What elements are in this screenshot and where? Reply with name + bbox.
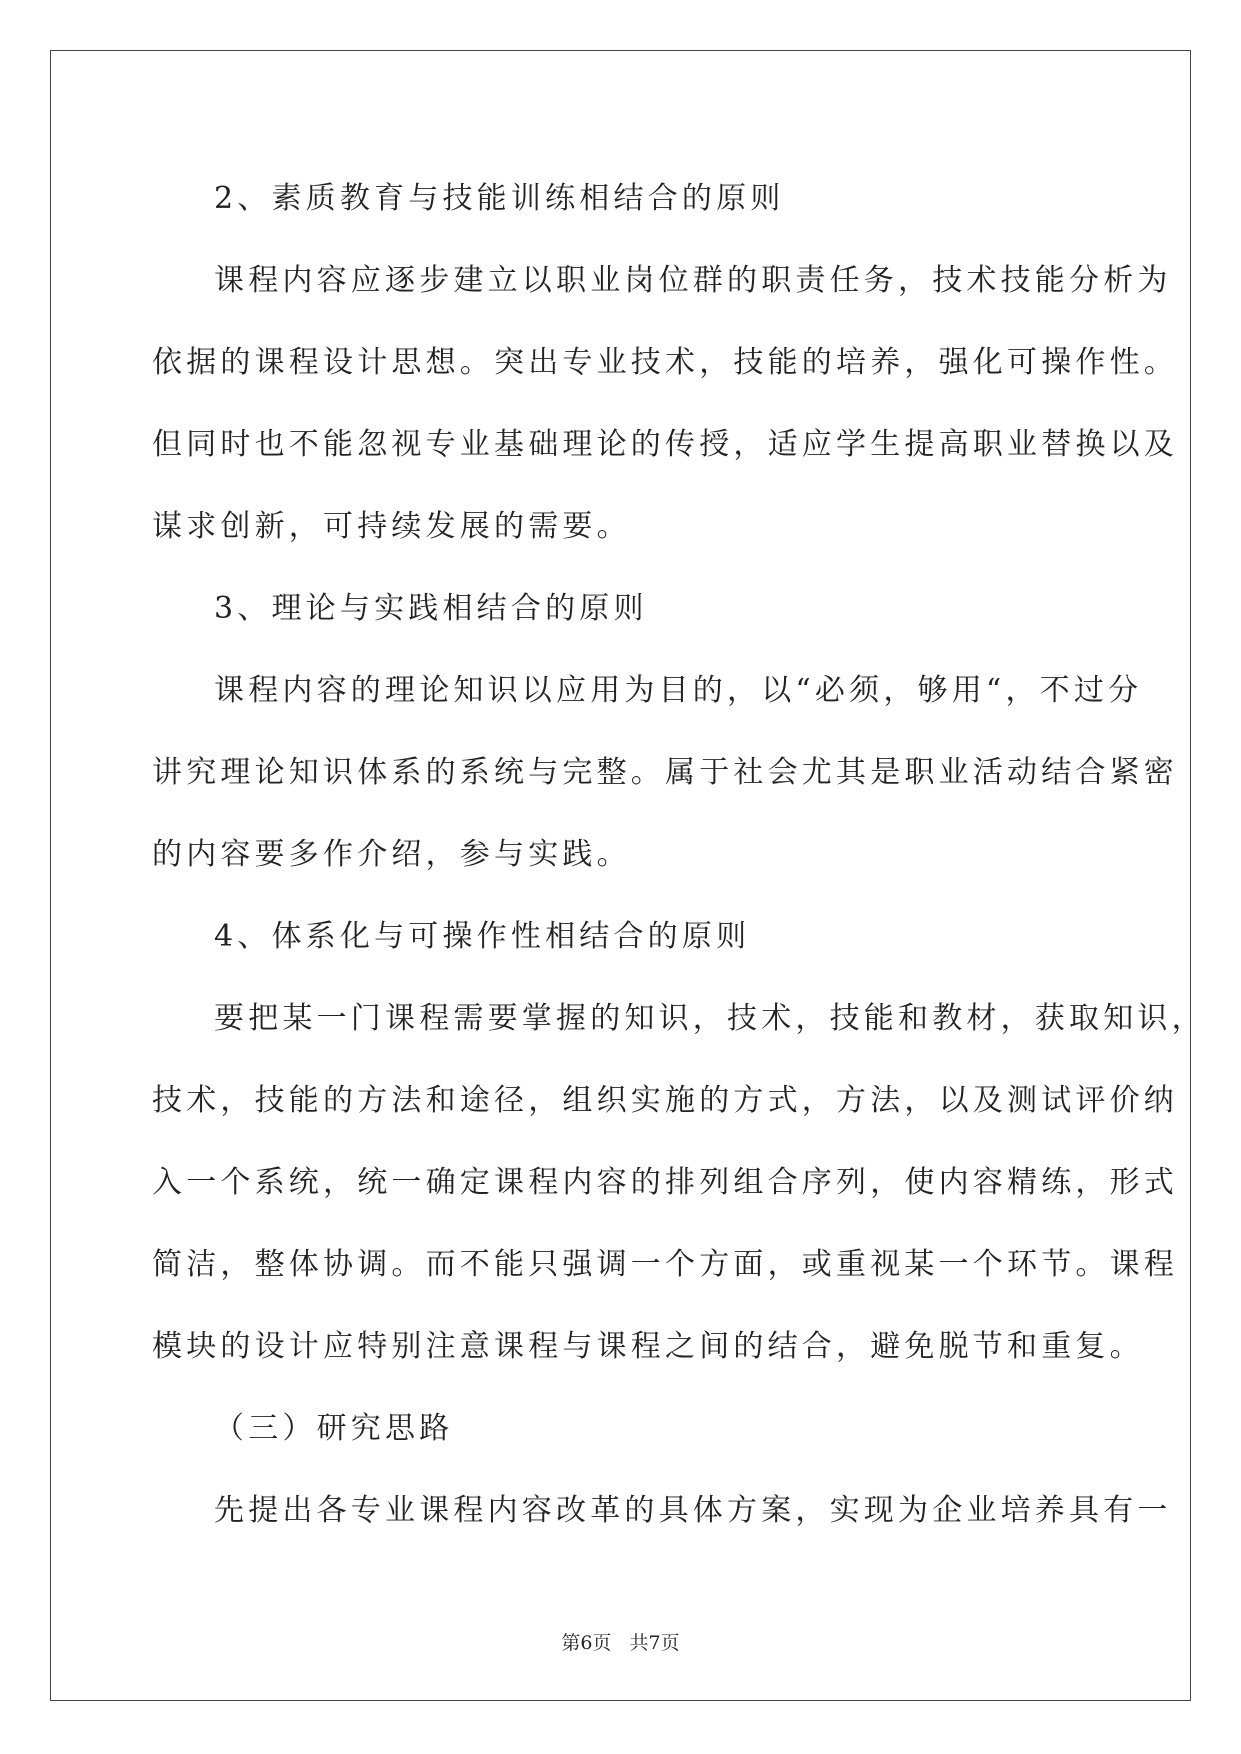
paragraph-line: 讲究理论知识体系的系统与完整。属于社会尤其是职业活动结合紧密 <box>152 755 1178 790</box>
heading-principle-3: 3、理论与实践相结合的原则 <box>214 591 648 626</box>
paragraph-line: 依据的课程设计思想。突出专业技术，技能的培养，强化可操作性。 <box>152 345 1178 380</box>
paragraph-line: 谋求创新，可持续发展的需要。 <box>152 509 631 544</box>
document-body <box>152 158 1206 1552</box>
paragraph-line: 入一个系统，统一确定课程内容的排列组合序列，使内容精练，形式 <box>152 1165 1178 1200</box>
heading-principle-4: 4、体系化与可操作性相结合的原则 <box>214 919 751 954</box>
paragraph-line: 简洁，整体协调。而不能只强调一个方面，或重视某一个环节。课程 <box>152 1247 1178 1282</box>
paragraph-line: 的内容要多作介绍，参与实践。 <box>152 837 631 872</box>
heading-research-approach: （三）研究思路 <box>214 1411 454 1446</box>
heading-principle-2: 2、素质教育与技能训练相结合的原则 <box>214 181 785 216</box>
paragraph-line: 模块的设计应特别注意课程与课程之间的结合，避免脱节和重复。 <box>152 1329 1144 1364</box>
paragraph-line: 课程内容的理论知识以应用为目的，以“必须，够用“，不过分 <box>214 673 1143 708</box>
paragraph-line: 技术，技能的方法和途径，组织实施的方式，方法，以及测试评价纳 <box>152 1083 1178 1118</box>
page-number: 第6页 共7页 <box>561 1632 680 1654</box>
paragraph-line: 课程内容应逐步建立以职业岗位群的职责任务，技术技能分析为 <box>214 263 1172 298</box>
paragraph-line: 先提出各专业课程内容改革的具体方案，实现为企业培养具有一 <box>214 1493 1172 1528</box>
paragraph-line: 但同时也不能忽视专业基础理论的传授，适应学生提高职业替换以及 <box>152 427 1178 462</box>
paragraph-line: 要把某一门课程需要掌握的知识，技术，技能和教材，获取知识， <box>214 1001 1206 1036</box>
